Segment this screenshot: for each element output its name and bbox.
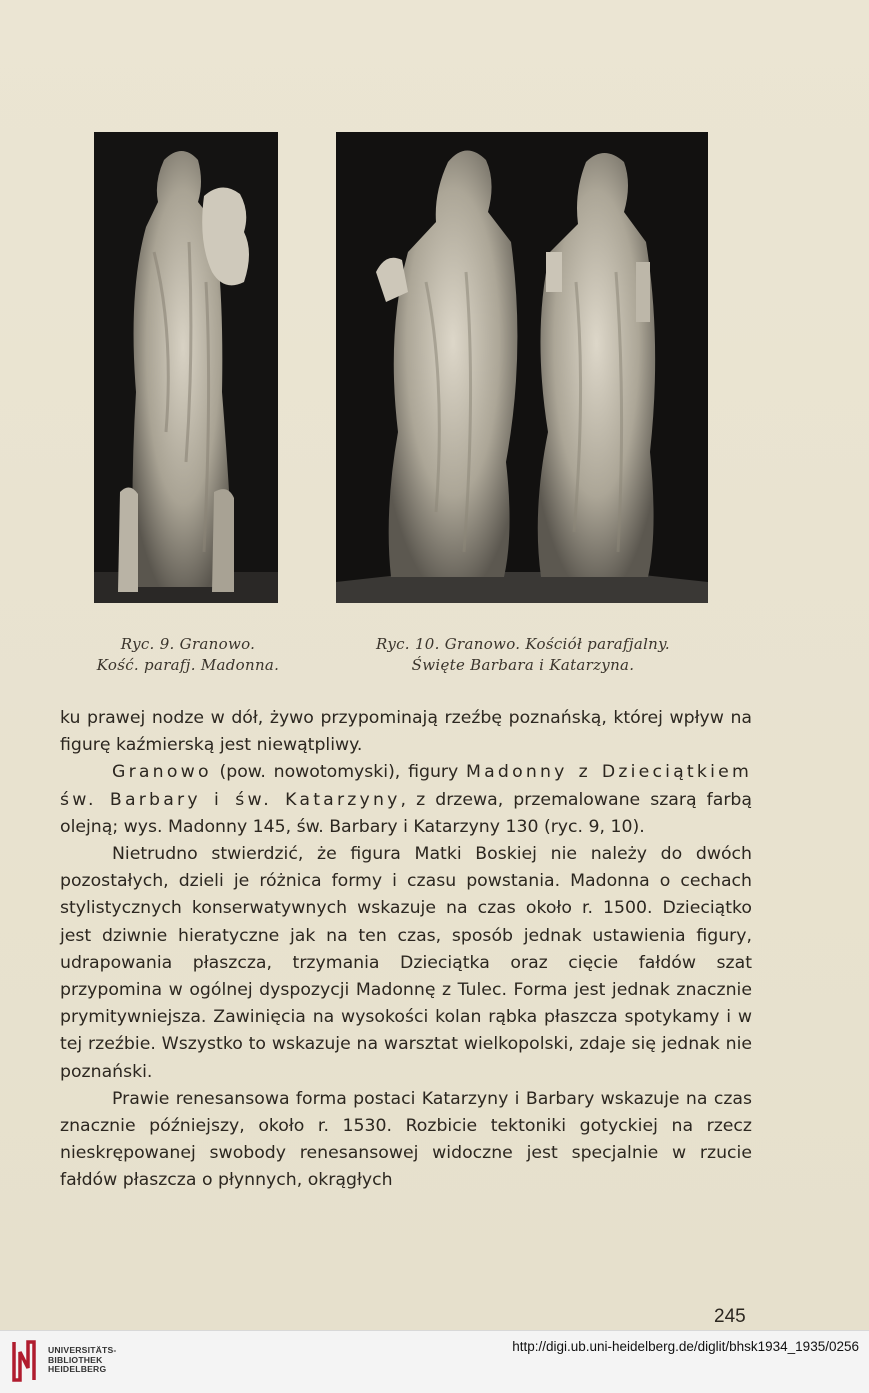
library-logo-icon [10, 1338, 38, 1384]
paragraph-3: Nietrudno stwierdzić, że figura Matki Boskiej nie należy do dwóch pozostałych, dzieli je różnica formy i czasu powstania. Madonna o cechach stylistycznych konserwatywnych wskazuje na czas około r. 1500. Dzieciątko jest dziwnie hieratyczne jak na ten czas, sposób jednak ustawienia figury, udrapowania płaszcza, trzymania Dzieciątka oraz cięcie fałdów szat przypomina w ogólnej dyspozycji Madonnę z Tulec. Forma jest jednak znacznie prymitywniejsza. Zawinięcia na wysokości kolan rąbka płaszcza spotykamy i w tej rzeźbie. Wszystko to wskazuje na warsztat wielkopolski, zdaje się jednak nie poznański. [60, 844, 752, 1082]
source-url-link[interactable]: http://digi.ub.uni-heidelberg.de/diglit/bhsk1934_1935/0256 [512, 1339, 859, 1354]
figure-10-caption-line2: Święte Barbara i Katarzyna. [411, 656, 635, 674]
paragraph-1: ku prawej nodze w dół, żywo przypominają rzeźbę poznańską, której wpływ na figurę kaźmierską jest niewątpliwy. [60, 708, 752, 756]
library-name-line3: HEIDELBERG [48, 1364, 107, 1375]
subject-names: Madonny z Dzieciątkiem św. Barbary i św. Katarzyny [60, 762, 752, 810]
place-name: Granowo [112, 762, 212, 783]
body-text [60, 705, 752, 1195]
figure-9-caption-line2: Kość. parafj. Madonna. [96, 656, 280, 674]
paragraph-2-part-b: , z drzewa, przemalowane szarą farbą olejną; wys. Madonny 145, św. Barbary i Katarzyny 130 (ryc. 9, 10). [60, 789, 752, 837]
library-name-line1: UNIVERSITÄTS- [48, 1345, 117, 1355]
paragraph-4: Prawie renesansowa forma postaci Katarzyny i Barbary wskazuje na czas znacznie późniejszy, około r. 1530. Rozbicie tektoniki gotyckiej na rzecz nieskrępowanej swobody renesansowej widoczne jest specjalnie w rzucie fałdów płaszcza o płynnych, okrągłych [60, 1088, 752, 1191]
library-name [48, 1346, 117, 1375]
figure-10-caption [350, 634, 696, 676]
figure-9-photo [94, 132, 278, 603]
figure-10-photo [336, 132, 708, 603]
page-number: 245 [714, 1306, 746, 1327]
paragraph-2 [60, 759, 752, 841]
library-name-line2: BIBLIOTHEK [48, 1354, 103, 1365]
figure-10-caption-line1: Ryc. 10. Granowo. Kościół parafjalny. [376, 635, 670, 653]
paragraph-2-part-a: (pow. nowotomyski), figury [211, 762, 467, 783]
figure-9-caption-line1: Ryc. 9. Granowo. [120, 635, 256, 653]
figure-9-caption [70, 634, 306, 676]
